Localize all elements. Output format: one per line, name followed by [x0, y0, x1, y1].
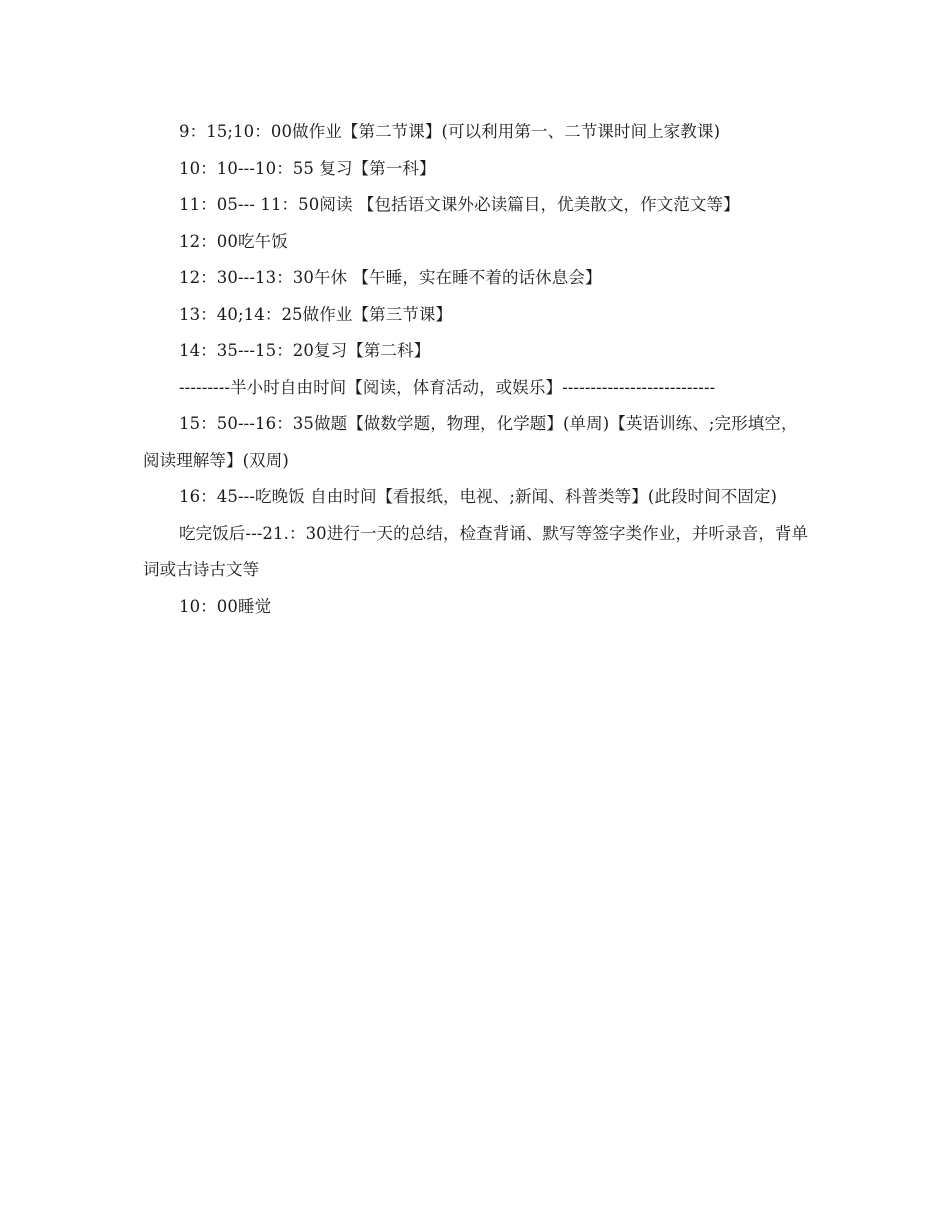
- schedule-line: 10：00睡觉: [179, 596, 272, 616]
- schedule-line: ---------半小时自由时间【阅读，体育活动，或娱乐】---------------------------: [179, 377, 716, 397]
- schedule-line: 13：40;14：25做作业【第三节课】: [179, 304, 453, 324]
- schedule-line: 10：10---10：55 复习【第一科】: [179, 158, 436, 178]
- schedule-line: 9：15;10：00做作业【第二节课】(可以利用第一、二节课时间上家教课): [179, 122, 721, 141]
- schedule-line: 吃完饭后---21.：30进行一天的总结，检查背诵、默写等签字类作业，并听录音，背单词或古诗古文等: [143, 523, 809, 579]
- schedule-line: 11：05--- 11：50阅读 【包括语文课外必读篇目，优美散文，作文范文等】: [179, 195, 740, 214]
- schedule-line: 14：35---15：20复习【第二科】: [179, 341, 431, 360]
- schedule-line: 12：30---13：30午休 【午睡，实在睡不着的话休息会】: [179, 268, 602, 287]
- schedule-line: 16：45---吃晚饭 自由时间【看报纸，电视、;新闻、科普类等】(此段时间不固定): [179, 487, 778, 506]
- schedule-line: 12：00吃午饭: [179, 231, 288, 251]
- document-body: [143, 114, 813, 625]
- schedule-line: 15：50---16：35做题【做数学题，物理，化学题】(单周)【英语训练、;完形填空，阅读理解等】(双周): [143, 414, 798, 470]
